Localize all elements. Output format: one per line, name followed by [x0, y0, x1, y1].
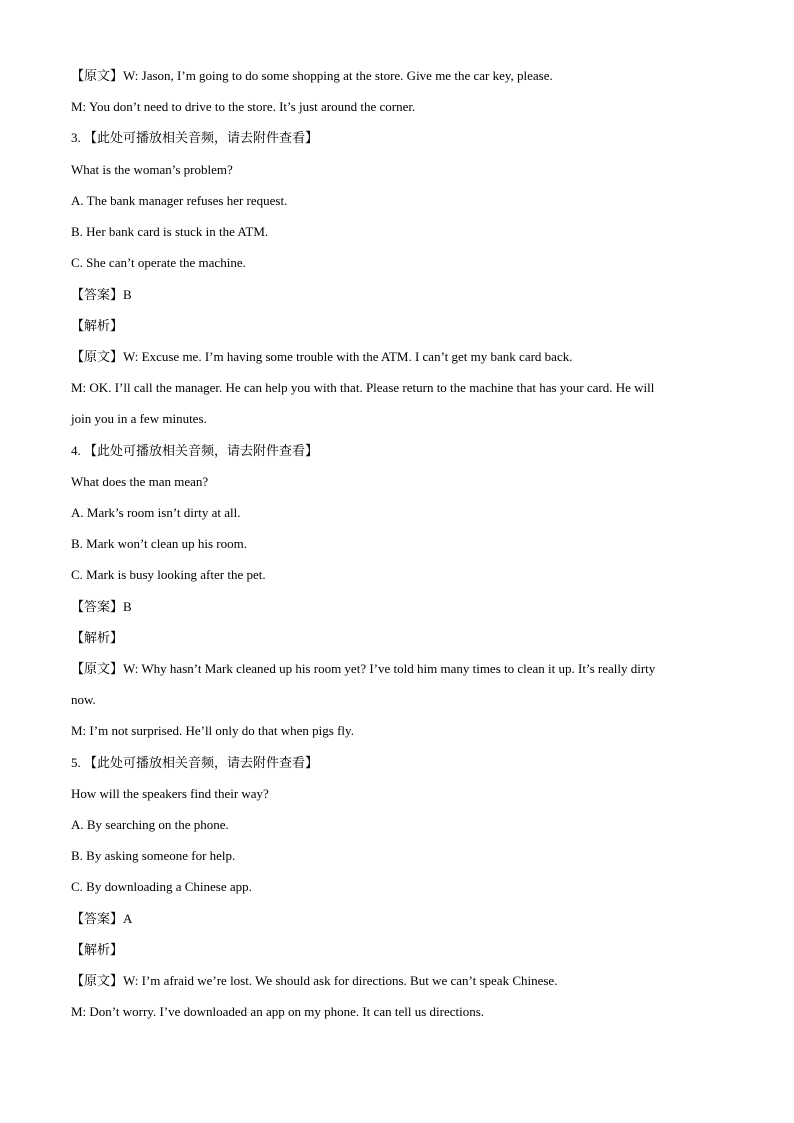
option-b [71, 848, 721, 864]
line-text: B. By asking someone for help. [71, 848, 236, 863]
line-text: join you in a few minutes. [71, 411, 207, 426]
transcript-line [71, 1004, 721, 1020]
line-text: 【答案】B [71, 287, 132, 302]
option-c [71, 255, 721, 271]
question-heading [71, 443, 721, 459]
question-text [71, 786, 721, 802]
line-text: 【解析】 [71, 318, 124, 333]
line-text: M: OK. I’ll call the manager. He can help you with that. Please return to the machine that has your card. He will [71, 380, 655, 395]
answer-line [71, 911, 721, 927]
line-text: A. Mark’s room isn’t dirty at all. [71, 505, 241, 520]
line-text: 4. 【此处可播放相关音频，请去附件查看】 [71, 443, 319, 458]
line-text: M: You don’t need to drive to the store. It’s just around the corner. [71, 99, 416, 114]
option-c [71, 879, 721, 895]
analysis-label [71, 318, 721, 334]
transcript-line [71, 973, 721, 989]
text-line [71, 68, 721, 84]
line-text: 3. 【此处可播放相关音频，请去附件查看】 [71, 130, 319, 145]
option-a [71, 817, 721, 833]
question-text [71, 474, 721, 490]
transcript-line [71, 692, 721, 708]
line-text: A. By searching on the phone. [71, 817, 229, 832]
option-a [71, 193, 721, 209]
transcript-line [71, 661, 721, 677]
line-text: 【解析】 [71, 630, 124, 645]
option-a [71, 505, 721, 521]
transcript-line [71, 380, 721, 396]
analysis-label [71, 942, 721, 958]
line-text: 5. 【此处可播放相关音频，请去附件查看】 [71, 755, 319, 770]
line-text: now. [71, 692, 96, 707]
line-text: B. Her bank card is stuck in the ATM. [71, 224, 269, 239]
transcript-line [71, 349, 721, 365]
line-text: 【原文】W: I’m afraid we’re lost. We should ask for directions. But we can’t speak Chinese. [71, 973, 558, 988]
line-text: How will the speakers find their way? [71, 786, 269, 801]
line-text: What is the woman’s problem? [71, 162, 233, 177]
option-b [71, 224, 721, 240]
line-text: C. Mark is busy looking after the pet. [71, 567, 266, 582]
line-text: 【答案】A [71, 911, 133, 926]
transcript-line [71, 411, 721, 427]
question-heading [71, 130, 721, 146]
line-text: 【原文】W: Jason, I’m going to do some shopping at the store. Give me the car key, please. [71, 68, 553, 83]
line-text: 【解析】 [71, 942, 124, 957]
line-text: 【原文】W: Excuse me. I’m having some trouble with the ATM. I can’t get my bank card back. [71, 349, 573, 364]
line-text: 【答案】B [71, 599, 132, 614]
option-b [71, 536, 721, 552]
question-heading [71, 755, 721, 771]
line-text: What does the man mean? [71, 474, 209, 489]
line-text: M: Don’t worry. I’ve downloaded an app on my phone. It can tell us directions. [71, 1004, 485, 1019]
question-text [71, 162, 721, 178]
line-text: C. By downloading a Chinese app. [71, 879, 252, 894]
line-text: M: I’m not surprised. He’ll only do that when pigs fly. [71, 723, 354, 738]
text-line [71, 99, 721, 115]
line-text: B. Mark won’t clean up his room. [71, 536, 247, 551]
transcript-line [71, 723, 721, 739]
analysis-label [71, 630, 721, 646]
answer-line [71, 599, 721, 615]
option-c [71, 567, 721, 583]
line-text: 【原文】W: Why hasn’t Mark cleaned up his room yet? I’ve told him many times to clean it up. It’s really dirty [71, 661, 656, 676]
line-text: C. She can’t operate the machine. [71, 255, 246, 270]
line-text: A. The bank manager refuses her request. [71, 193, 288, 208]
answer-line [71, 287, 721, 303]
